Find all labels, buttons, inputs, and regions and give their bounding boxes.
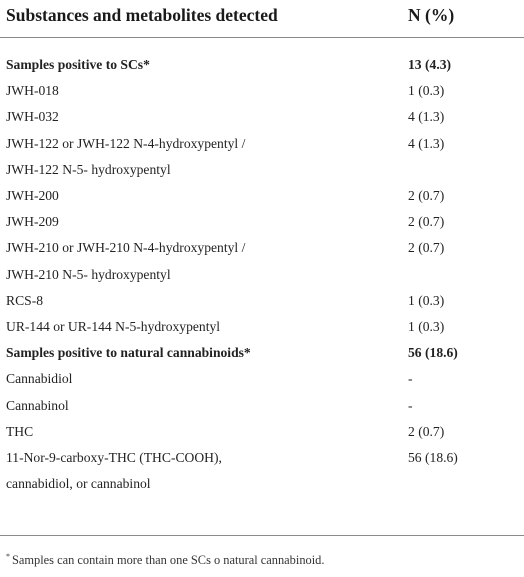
n-percent-value: 2 (0.7) [408,423,445,439]
substance-name-line: 11-Nor-9-carboxy-THC (THC-COOH), [6,450,222,466]
header-n-percent: N (%) [408,4,455,25]
n-percent-value: 4 (1.3) [408,135,445,151]
substance-name-line: JWH-210 or JWH-210 N-4-hydroxypentyl / [6,240,246,256]
table-row [6,340,518,366]
footnote-marker: * [6,552,10,561]
substance-name [6,78,408,104]
substance-name-line: Samples positive to natural cannabinoids* [6,345,251,361]
table-row [6,209,518,235]
table-row [6,235,518,287]
substance-name-line: JWH-209 [6,214,59,230]
substance-name [6,104,408,130]
table-row [6,393,518,419]
footnote [6,552,324,568]
substance-name [6,288,408,314]
substance-name [6,340,408,366]
substance-name-line: JWH-122 N-5- hydroxypentyl [6,161,171,177]
substance-name-line: JWH-200 [6,188,59,204]
table-bottom-rule [0,535,524,536]
substance-name [6,52,408,78]
header-substances: Substances and metabolites detected [6,4,278,25]
substance-name-line: JWH-210 N-5- hydroxypentyl [6,266,171,282]
substance-name [6,209,408,235]
substance-name-line: RCS-8 [6,292,44,308]
table-row [6,288,518,314]
substance-name [6,445,408,497]
n-percent-value: 2 (0.7) [408,188,445,204]
header-rule [0,37,524,38]
n-percent-value: - [408,371,413,387]
table-row [6,104,518,130]
n-percent-value: - [408,397,413,413]
table-row [6,314,518,340]
table-row [6,52,518,78]
substance-name-line: JWH-122 or JWH-122 N-4-hydroxypentyl / [6,135,246,151]
substance-name-line: JWH-032 [6,109,59,125]
table-header [6,0,518,30]
table-row [6,419,518,445]
footnote-text: Samples can contain more than one SCs o natural cannabinoid. [12,553,325,567]
n-percent-value: 1 (0.3) [408,83,445,99]
substance-name-line: cannabidiol, or cannabinol [6,476,151,492]
substance-name [6,183,408,209]
table-row [6,131,518,183]
substance-name-line: JWH-018 [6,83,59,99]
n-percent-value: 4 (1.3) [408,109,445,125]
substance-name [6,419,408,445]
table-body [6,52,518,497]
substance-name-line: Cannabinol [6,397,69,413]
n-percent-value: 1 (0.3) [408,319,445,335]
substance-name [6,393,408,419]
table-row [6,78,518,104]
n-percent-value: 2 (0.7) [408,240,445,256]
substance-name [6,235,408,287]
table-row [6,366,518,392]
substance-name-line: UR-144 or UR-144 N-5-hydroxypentyl [6,319,221,335]
n-percent-value: 13 (4.3) [408,57,452,72]
substance-name-line: Samples positive to SCs* [6,57,150,72]
substance-name-line: Cannabidiol [6,371,73,387]
n-percent-value: 2 (0.7) [408,214,445,230]
substance-name [6,314,408,340]
n-percent-value: 56 (18.6) [408,345,458,361]
substance-name [6,131,408,183]
table-row [6,445,518,497]
n-percent-value: 56 (18.6) [408,450,458,466]
substance-name-line: THC [6,423,34,439]
substance-name [6,366,408,392]
table-row [6,183,518,209]
n-percent-value: 1 (0.3) [408,292,445,308]
